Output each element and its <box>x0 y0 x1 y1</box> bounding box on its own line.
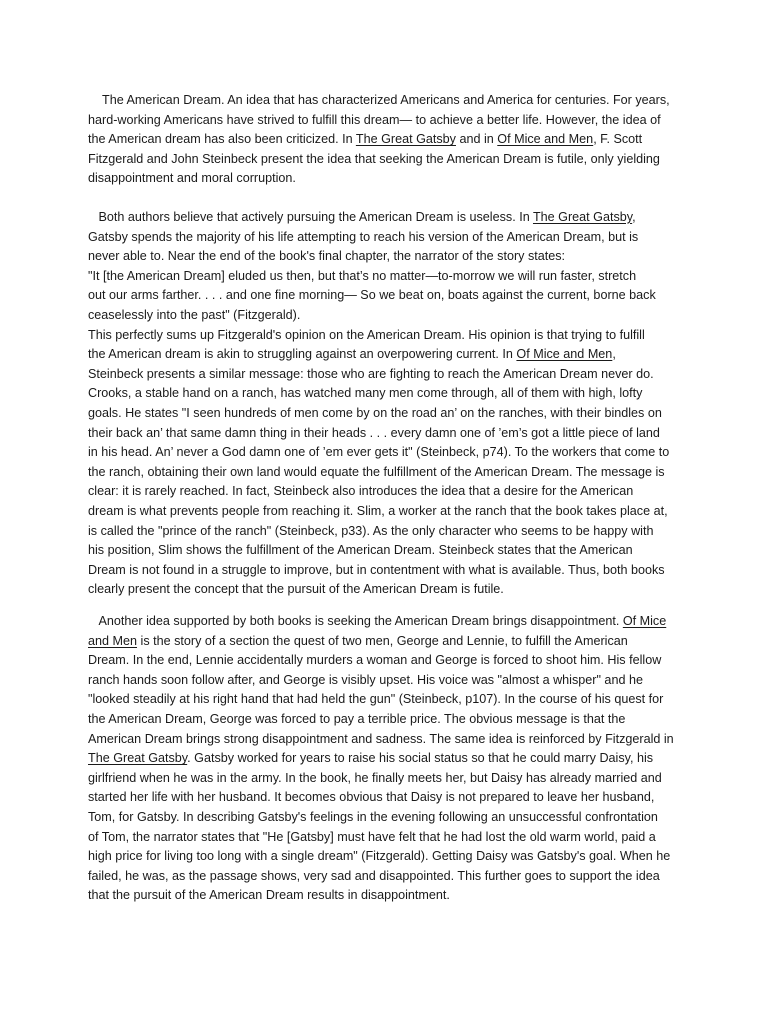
book-title: Of Mice and Men <box>497 132 594 147</box>
text-line: ranch hands soon follow after, and George is visibly upset. His voice was "almost a whisper" and he <box>88 672 643 687</box>
text-line: ceaselessly into the past" (Fitzgerald). <box>88 307 301 322</box>
book-title: Of Mice and Men <box>516 347 613 362</box>
text-line: clear: it is rarely reached. In fact, Steinbeck also introduces the idea that a desire for the American <box>88 484 634 499</box>
book-title: The Great Gatsby <box>532 210 633 224</box>
text-line: is called the "prince of the ranch" (Steinbeck, p33). As the only character who seems to be happy with <box>88 523 654 538</box>
text-line: disappointment and moral corruption. <box>88 171 296 186</box>
text-line: Gatsby spends the majority of his life attempting to reach his version of the American Dream, but is <box>88 229 639 244</box>
text-line: dream is what prevents people from reaching it. Slim, a worker at the ranch that the book takes place at, <box>88 503 668 518</box>
text-line: American Dream brings strong disappointment and sadness. The same idea is reinforced by Fitzgerald in <box>88 731 674 746</box>
text-line: Crooks, a stable hand on a ranch, has watched many men come through, all of them with high, lofty <box>88 386 643 401</box>
text-line: that the pursuit of the American Dream results in disappointment. <box>88 888 450 903</box>
text-line: and Men is the story of a section the quest of two men, George and Lennie, to fulfill the American <box>88 633 628 648</box>
text-line: girlfriend when he was in the army. In the book, he finally meets her, but Daisy has already married and <box>88 770 662 785</box>
text-line: never able to. Near the end of the book's final chapter, the narrator of the story states: <box>88 249 566 264</box>
text-line: failed, he was, as the passage shows, very sad and disappointed. This further goes to support the idea <box>88 868 660 883</box>
text-line: "It [the American Dream] eluded us then, but that’s no matter—to-morrow we will run faster, stretch <box>88 268 637 283</box>
text-line: the American dream is akin to struggling against an overpowering current. In Of Mice and Men, <box>88 347 616 362</box>
book-title: Of Mice <box>622 614 667 628</box>
text-line: This perfectly sums up Fitzgerald's opinion on the American Dream. His opinion is that trying to fulfill <box>88 327 645 342</box>
text-line: Tom, for Gatsby. In describing Gatsby's feelings in the evening following an unsuccessful confrontation <box>88 809 658 824</box>
paragraph-2 <box>88 208 688 600</box>
text-line: Steinbeck presents a similar message: those who are fighting to reach the American Dream never do. <box>88 366 654 381</box>
book-title: The Great Gatsby <box>355 132 456 147</box>
text-line: the ranch, obtaining their own land would equate the fulfillment of the American Dream. The message is <box>88 464 665 479</box>
text-line: Dream. In the end, Lennie accidentally murders a woman and George is forced to shoot him. His fellow <box>88 653 662 668</box>
text-line: Another idea supported by both books is seeking the American Dream brings disappointment. Of Mice <box>88 614 667 628</box>
text-line: The Great Gatsby. Gatsby worked for years to raise his social status so that he could marry Daisy, his <box>88 751 654 766</box>
text-line: the American dream has also been criticized. In The Great Gatsby and in Of Mice and Men, F. Scott <box>88 132 643 147</box>
text-line: out our arms farther. . . . and one fine morning— So we beat on, boats against the current, borne back <box>88 288 656 303</box>
text-line: Dream is not found in a struggle to improve, but in contentment with what is available. Thus, both books <box>88 562 665 577</box>
book-title: The Great Gatsby <box>88 751 188 766</box>
text-line: hard-working Americans have strived to fulfill this dream— to achieve a better life. However, the idea of <box>88 112 661 127</box>
text-line: his position, Slim shows the fulfillment of the American Dream. Steinbeck states that the American <box>88 543 633 558</box>
paragraph-3 <box>88 612 688 906</box>
text-line: high price for living too long with a single dream" (Fitzgerald). Getting Daisy was Gatsby's goal. When he <box>88 849 671 864</box>
book-title: and Men <box>88 633 138 648</box>
text-line: of Tom, the narrator states that "He [Gatsby] must have felt that he had lost the old warm world, paid a <box>88 829 656 844</box>
text-line: in his head. An’ never a God damn one of ’em ever gets it" (Steinbeck, p74). To the workers that come to <box>88 445 670 460</box>
text-line: The American Dream. An idea that has characterized Americans and America for centuries. For years, <box>88 93 670 107</box>
text-line: started her life with her husband. It becomes obvious that Daisy is not prepared to leave her husband, <box>88 790 655 805</box>
text-line: "looked steadily at his right hand that had held the gun" (Steinbeck, p107). In the course of his quest for <box>88 692 664 707</box>
text-line: the American Dream, George was forced to pay a terrible price. The obvious message is that the <box>88 711 626 726</box>
text-line: Both authors believe that actively pursuing the American Dream is useless. In The Great Gatsby, <box>88 210 636 224</box>
paragraph-1 <box>88 91 688 189</box>
text-line: their back an’ that same damn thing in their heads . . . every damn one of ’em’s got a little piece of land <box>88 425 660 440</box>
text-line: goals. He states "I seen hundreds of men come by on the road an’ on the ranches, with their bindles on <box>88 405 662 420</box>
text-line: Fitzgerald and John Steinbeck present the idea that seeking the American Dream is futile, only yielding <box>88 151 660 166</box>
text-line: clearly present the concept that the pursuit of the American Dream is futile. <box>88 582 504 597</box>
